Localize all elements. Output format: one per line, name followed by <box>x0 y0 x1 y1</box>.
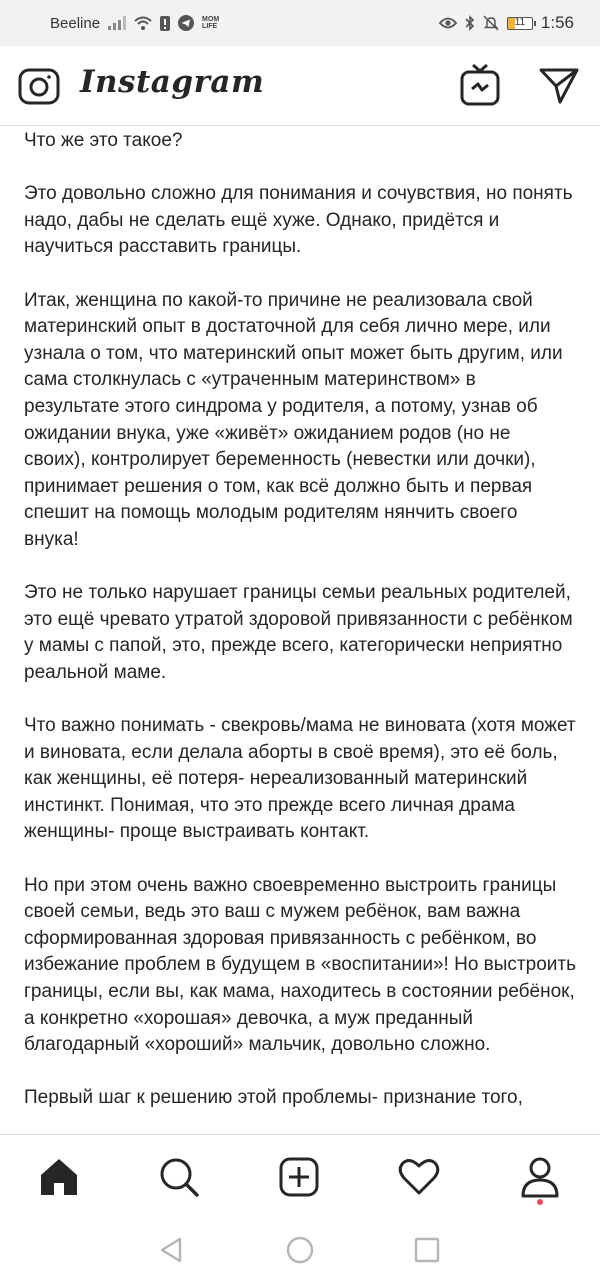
caption-paragraph: Первый шаг к решению этой проблемы- признание того, <box>24 1087 523 1109</box>
system-navigation <box>0 1219 600 1283</box>
mute-icon <box>483 15 499 31</box>
sim-alert-icon <box>160 16 170 31</box>
camera-icon[interactable] <box>18 66 60 111</box>
bottom-navigation <box>0 1134 600 1219</box>
caption-paragraph: Это не только нарушает границы семьи реальных родителей, это ещё чревато утратой здоровой привязанности с ребёнком у мамы с папой, это, прежде всего, категорически неприятно реальной маме. <box>24 582 573 683</box>
app-header <box>0 46 600 126</box>
profile-icon[interactable] <box>518 1155 562 1199</box>
caption-paragraph: Это довольно сложно для понимания и сочувствия, но понять надо, дабы не сделать ещё хуже. Однако, придётся и научиться расставить границы. <box>24 183 573 258</box>
telegram-icon <box>178 15 194 31</box>
post-caption-area[interactable] <box>0 127 600 1134</box>
battery-level: 11 <box>514 17 526 28</box>
eye-icon <box>439 17 457 29</box>
activity-heart-icon[interactable] <box>397 1155 441 1199</box>
home-icon[interactable] <box>37 1155 81 1199</box>
direct-message-icon[interactable] <box>538 65 580 110</box>
app-title: Instagram <box>80 64 265 100</box>
new-post-icon[interactable] <box>277 1155 321 1199</box>
carrier-label: Beeline <box>50 14 101 32</box>
post-caption <box>0 128 600 1112</box>
mom-life-icon: MOM LIFE <box>202 16 220 30</box>
signal-icon <box>108 16 126 30</box>
search-icon[interactable] <box>157 1155 201 1199</box>
wifi-icon <box>134 16 152 30</box>
caption-paragraph: Что важно понимать - свекровь/мама не виновата (хотя может и виновата, если делала аборты в своё время), это её боль, как женщины, её потеря- нереализованный материнский инстинкт. Понимая, что это прежде всего личная драма женщины- проще выстраивать контакт. <box>24 715 576 843</box>
status-bar <box>0 0 600 46</box>
caption-paragraph: Итак, женщина по какой-то причине не реализовала свой материнский опыт в достаточной для себя лично мере, или узнала о том, что материнский опыт может быть другим, или сама столкнулась с «утраченным материнством» в результате этого синдрома у родителя, а потому, узнав об ожидании внука, уже «живёт» ожиданием родов (но не своих), контролирует беременность (невестки или дочки), принимает решения о том, как всё должно быть и первая спешит на помощь молодым родителям нянчить своего внука! <box>24 289 563 550</box>
notification-dot <box>537 1199 543 1205</box>
caption-paragraph: Но при этом очень важно своевременно выстроить границы своей семьи, ведь это ваш с мужем ребёнок, вам важна сформированная здоровая привязанность с ребёнком, во избежание проблем в будущем в «воспитании»! Но выстроить границы, если вы, как мама, находитесь в состоянии ребёнок, а конкретно «хорошая» девочка, а муж преданный благодарный «хороший» мальчик, довольно сложно. <box>24 874 576 1056</box>
back-icon[interactable] <box>156 1235 186 1265</box>
bluetooth-icon <box>465 15 475 31</box>
caption-paragraph: Что же это такое? <box>24 130 183 151</box>
recents-icon[interactable] <box>412 1235 442 1265</box>
clock: 1:56 <box>540 13 574 32</box>
battery-icon <box>507 17 533 30</box>
home-circle-icon[interactable] <box>285 1235 315 1265</box>
igtv-icon[interactable] <box>459 63 501 112</box>
